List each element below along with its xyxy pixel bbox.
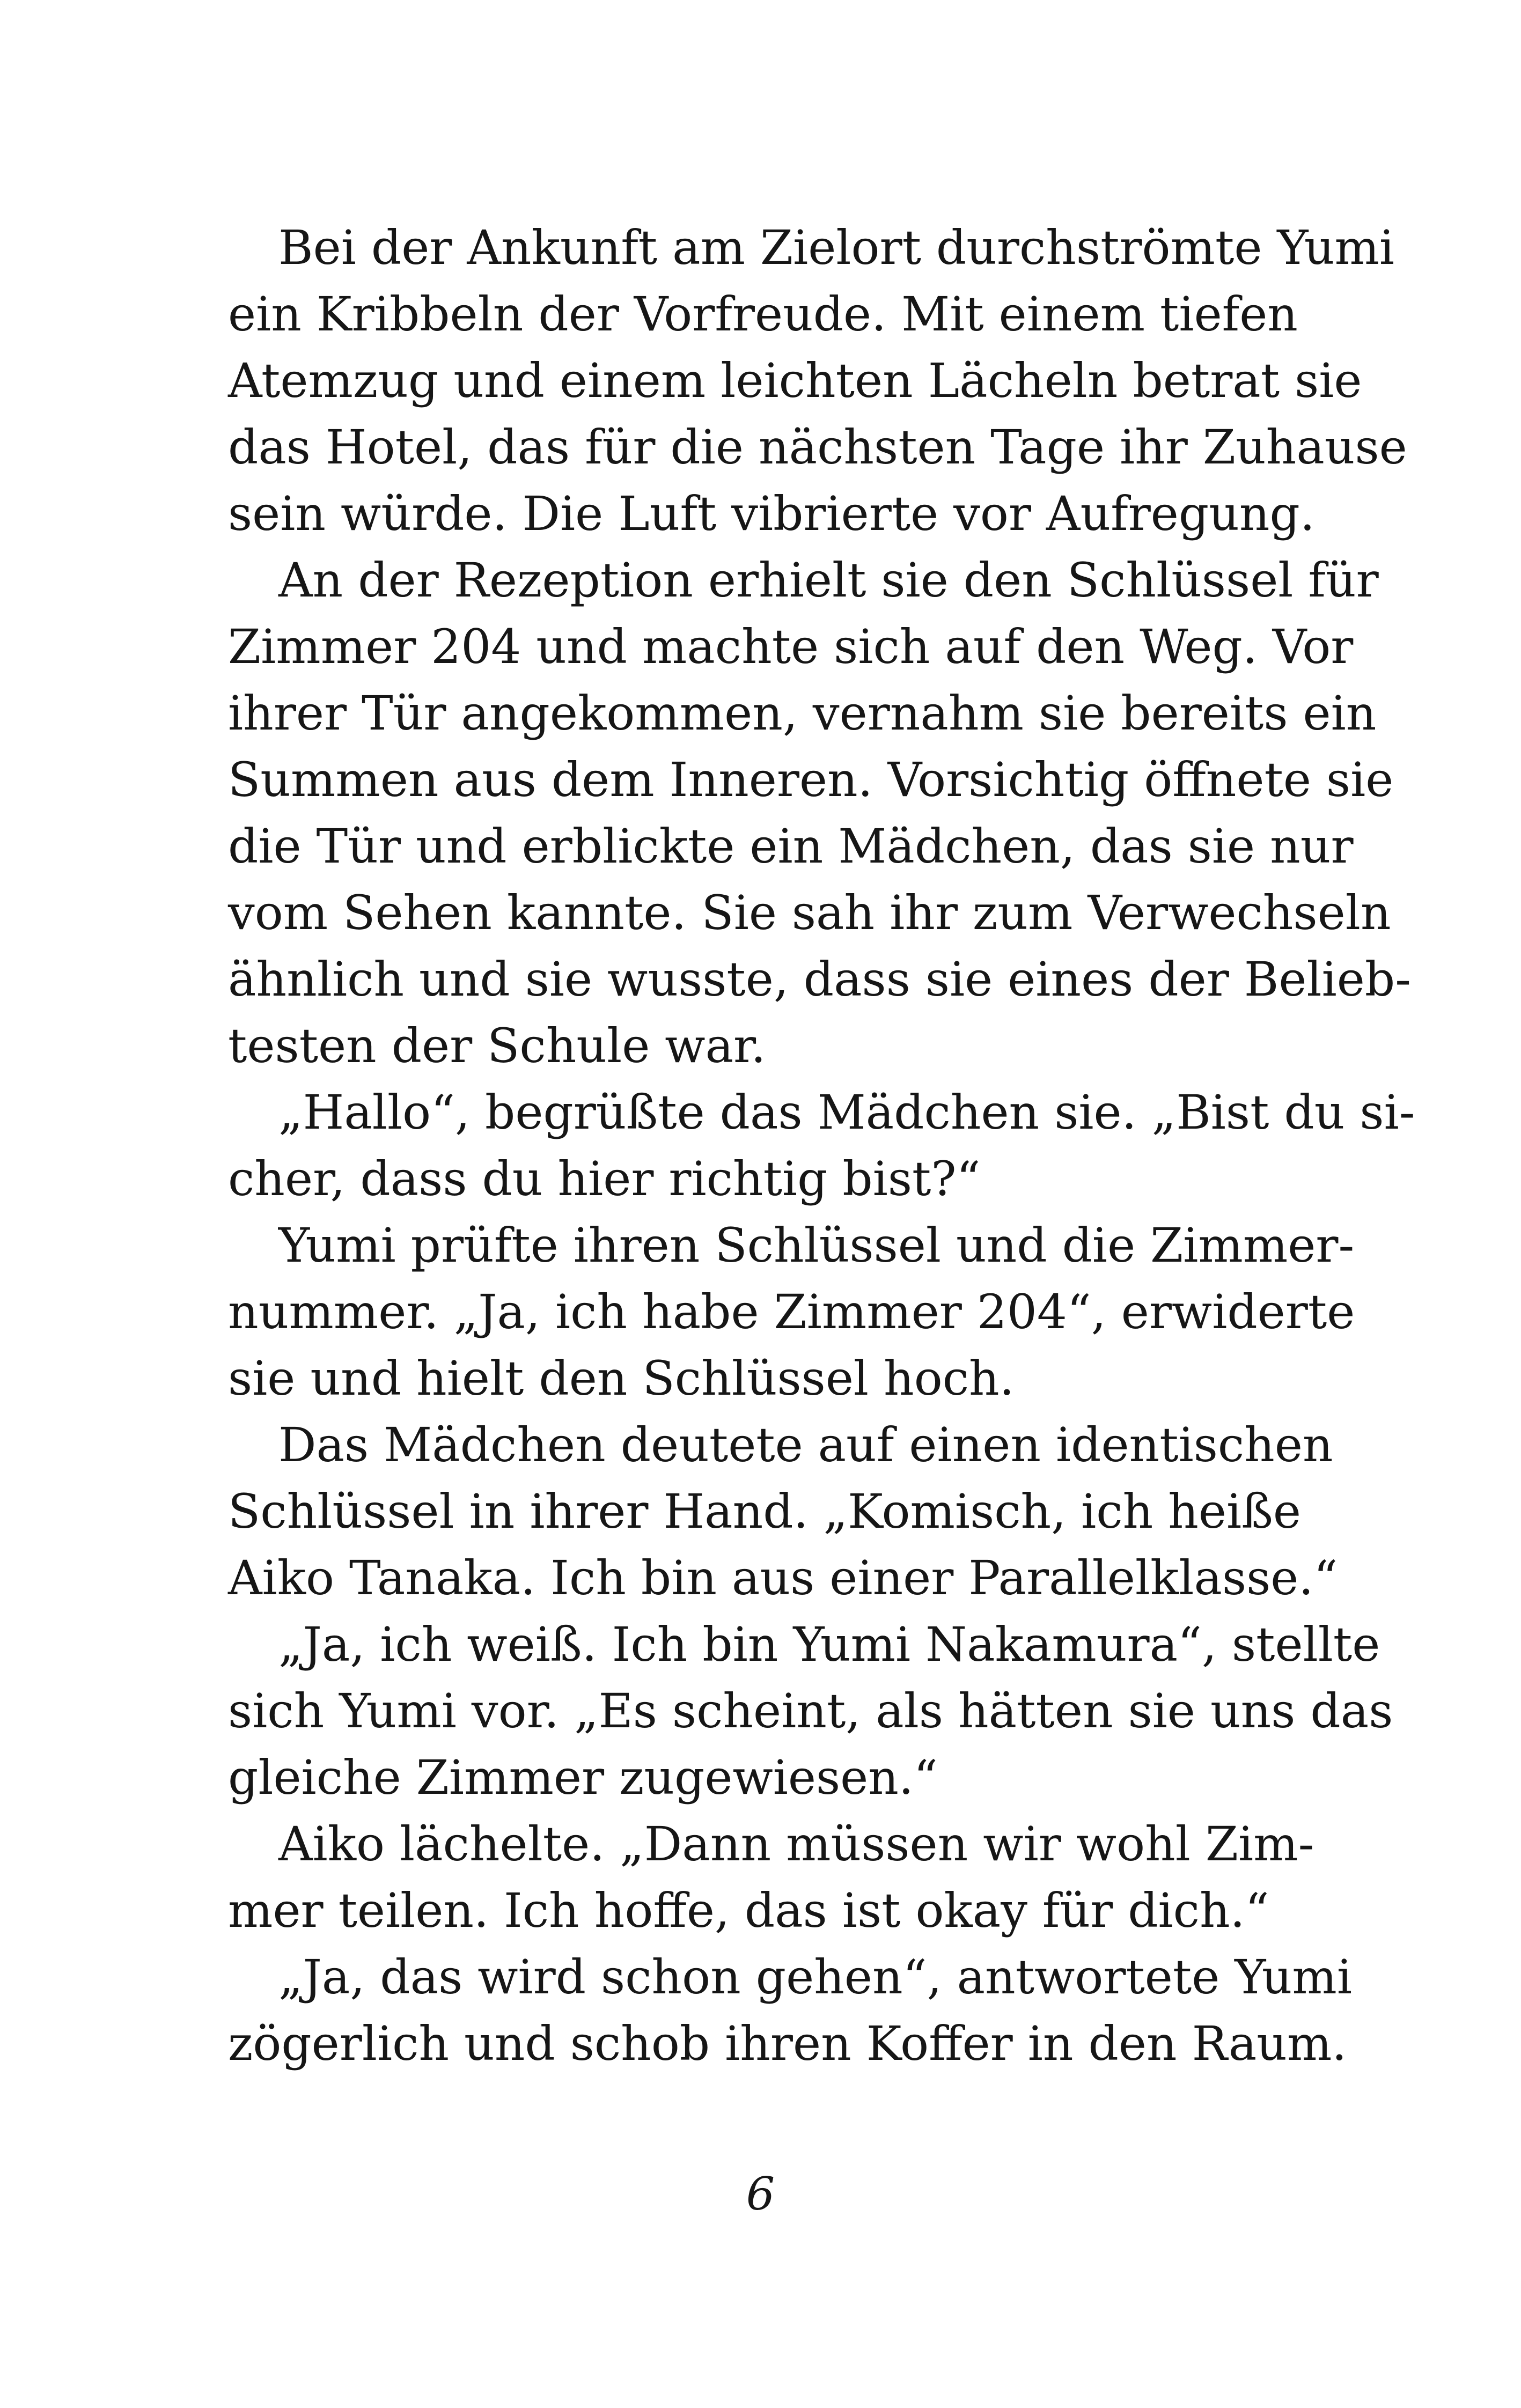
text-line: Das Mädchen deutete auf einen identischen — [278, 1417, 1333, 1472]
paragraph-6 — [228, 1611, 1393, 1811]
text-line: sein würde. Die Luft vibrierte vor Aufregung. — [228, 486, 1315, 541]
text-line: An der Rezeption erhielt sie den Schlüssel für — [278, 553, 1379, 608]
text-line: Aiko Tanaka. Ich bin aus einer Parallelklasse.“ — [228, 1550, 1338, 1606]
page-number: 6 — [746, 2168, 775, 2220]
text-line: cher, dass du hier richtig bist?“ — [228, 1151, 981, 1206]
text-line: gleiche Zimmer zugewiesen.“ — [228, 1750, 938, 1805]
text-line: Summen aus dem Inneren. Vorsichtig öffnete sie — [228, 752, 1394, 807]
paragraph-5 — [228, 1412, 1338, 1611]
text-line: nummer. „Ja, ich habe Zimmer 204“, erwiderte — [228, 1284, 1355, 1339]
text-line: Schlüssel in ihrer Hand. „Komisch, ich heiße — [228, 1484, 1301, 1539]
text-line: ihrer Tür angekommen, vernahm sie bereits ein — [228, 686, 1377, 741]
text-line: zögerlich und schob ihren Koffer in den Raum. — [228, 2016, 1347, 2071]
text-line: mer teilen. Ich hoffe, das ist okay für dich.“ — [228, 1883, 1269, 1938]
text-line: das Hotel, das für die nächsten Tage ihr Zuhause — [228, 419, 1407, 475]
text-line: testen der Schule war. — [228, 1018, 766, 1073]
text-line: „Ja, das wird schon gehen“, antwortete Yumi — [278, 1949, 1353, 2005]
text-line: sich Yumi vor. „Es scheint, als hätten sie uns das — [228, 1683, 1393, 1739]
paragraph-7 — [228, 1811, 1314, 1944]
paragraph-1 — [228, 215, 1407, 547]
text-line: vom Sehen kannte. Sie sah ihr zum Verwechseln — [228, 885, 1391, 940]
text-line: die Tür und erblickte ein Mädchen, das sie nur — [228, 819, 1354, 874]
text-line: Aiko lächelte. „Dann müssen wir wohl Zim- — [278, 1816, 1314, 1872]
text-line: Zimmer 204 und machte sich auf den Weg. Vor — [228, 619, 1354, 674]
text-line: Yumi prüfte ihren Schlüssel und die Zimmer- — [278, 1218, 1355, 1273]
body-text — [228, 215, 1415, 2077]
text-line: ähnlich und sie wusste, dass sie eines der Belieb- — [228, 952, 1411, 1007]
text-line: Atemzug und einem leichten Lächeln betrat sie — [228, 353, 1362, 408]
text-line: „Ja, ich weiß. Ich bin Yumi Nakamura“, stellte — [278, 1617, 1380, 1672]
text-line: ein Kribbeln der Vorfreude. Mit einem tiefen — [228, 286, 1298, 342]
paragraph-8 — [228, 1944, 1353, 2077]
text-line: Bei der Ankunft am Zielort durchströmte Yumi — [278, 220, 1395, 275]
paragraph-2 — [228, 547, 1411, 1079]
text-line: sie und hielt den Schlüssel hoch. — [228, 1351, 1015, 1406]
paragraph-4 — [228, 1212, 1355, 1412]
paragraph-3 — [228, 1079, 1415, 1212]
text-line: „Hallo“, begrüßte das Mädchen sie. „Bist du si- — [278, 1085, 1415, 1140]
